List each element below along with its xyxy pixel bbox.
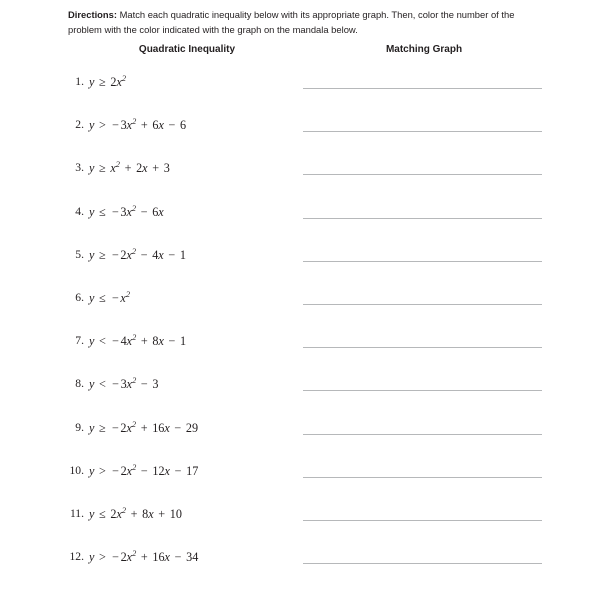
problem-row	[0, 160, 600, 186]
answer-blank-line[interactable]	[303, 520, 542, 521]
problem-row	[0, 549, 600, 575]
problem-inequality: y < − $3x^2 - 3$	[89, 376, 159, 392]
problem-row	[0, 506, 600, 532]
column-header-quadratic-inequality: Quadratic Inequality	[138, 44, 236, 55]
problem-inequality: $y \ge 2x^2$	[89, 73, 127, 89]
problem-number: 9.	[75, 420, 84, 434]
column-header-matching-graph: Matching Graph	[385, 44, 463, 55]
answer-blank-line[interactable]	[303, 563, 542, 564]
problem-inequality: $y \le 2x^2 + 8x + 10$	[89, 505, 182, 521]
answer-blank-line[interactable]	[303, 218, 542, 219]
answer-blank-line[interactable]	[303, 261, 542, 262]
problem-number: 12.	[69, 550, 84, 564]
problem-row	[0, 247, 600, 273]
problem-inequality: y ≤ − $3x^2 - 6x$	[89, 203, 164, 219]
answer-blank-line[interactable]	[303, 304, 542, 305]
problem-row	[0, 420, 600, 446]
problem-row	[0, 290, 600, 316]
problem-number: 8.	[75, 377, 84, 391]
answer-blank-line[interactable]	[303, 434, 542, 435]
directions-text: Match each quadratic inequality below with its appropriate graph. Then, color the number of the problem with the color indicated with the graph on the mandala below.	[68, 9, 515, 35]
answer-blank-line[interactable]	[303, 131, 542, 132]
problem-inequality: y > − $2x^2 - 12x - 17$	[89, 462, 199, 478]
problem-number: 11.	[69, 507, 84, 520]
answer-blank-line[interactable]	[303, 347, 542, 348]
problem-inequality: y > − $3x^2 + 6x - 6$	[89, 117, 187, 133]
problem-number: 6.	[75, 291, 84, 304]
problem-row	[0, 463, 600, 489]
problem-number: 3.	[75, 161, 84, 175]
problem-row	[0, 204, 600, 230]
problem-number: 7.	[75, 334, 84, 348]
problem-number: 1.	[75, 75, 84, 88]
problem-number: 10.	[69, 463, 84, 477]
problem-inequality: $y \ge x^2 + 2x + 3$	[89, 160, 170, 176]
problem-inequality: y < − $4x^2 + 8x - 1$	[89, 333, 187, 349]
problem-inequality: y > − $2x^2 + 16x - 34$	[89, 549, 199, 565]
problem-row	[0, 117, 600, 143]
problem-inequality: y ≥ − $2x^2 - 4x - 1$	[89, 246, 186, 262]
problem-inequality: y ≥ − $2x^2 + 16x - 29$	[89, 419, 199, 435]
answer-blank-line[interactable]	[303, 390, 542, 391]
answer-blank-line[interactable]	[303, 88, 542, 89]
problem-row	[0, 333, 600, 359]
problem-inequality: y ≤ − $x^2$	[89, 289, 130, 305]
problem-number: 4.	[75, 204, 84, 218]
problem-row	[0, 376, 600, 402]
problem-number: 5.	[75, 247, 84, 261]
problem-number: 2.	[75, 118, 84, 132]
problem-row	[0, 74, 600, 100]
directions-label: Directions:	[68, 9, 117, 20]
answer-blank-line[interactable]	[303, 174, 542, 175]
answer-blank-line[interactable]	[303, 477, 542, 478]
